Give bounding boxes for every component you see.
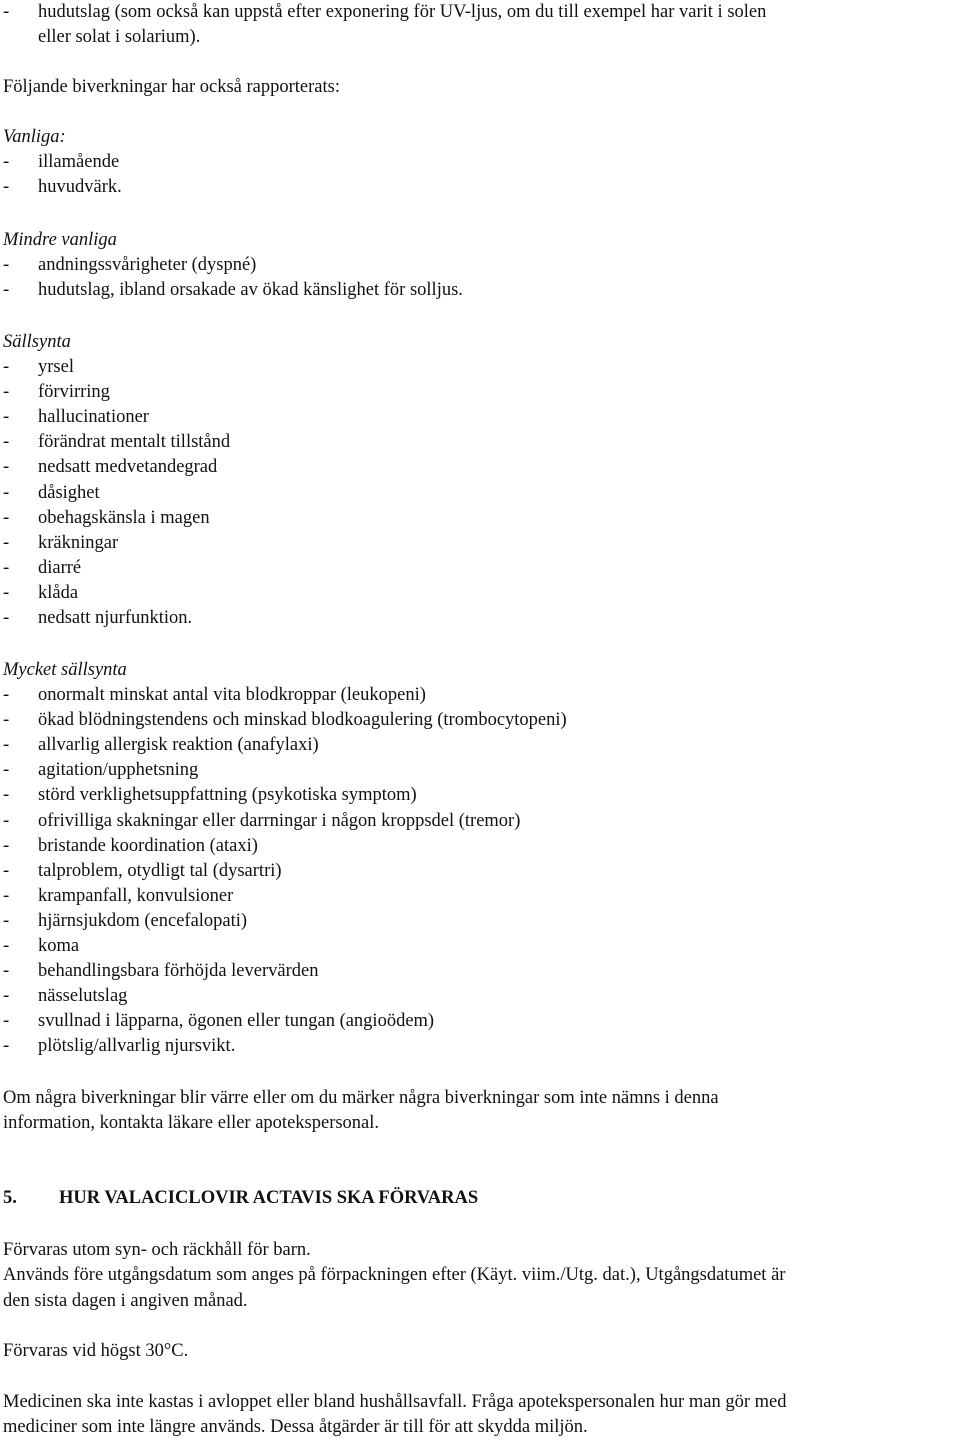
list-item: - kräkningar [3,532,119,553]
frequency-heading-uncommon: Mindre vanliga [3,230,117,250]
list-item: - nedsatt njurfunktion. [3,608,193,628]
list-item: - obehagskänsla i magen [3,507,210,528]
list-item-text: talproblem, otydligt tal (dysartri) [38,860,282,881]
section-title: HUR VALACICLOVIR ACTAVIS SKA FÖRVARAS [59,1188,479,1208]
list-item-text: behandlingsbara förhöjda levervärden [38,961,319,982]
temperature-line: Förvaras vid högst 30°C. [3,1341,189,1361]
list-item: - yrsel [3,357,74,377]
advice-line: information, kontakta läkare eller apotekspersonal. [3,1113,380,1133]
list-item: - illamående [3,152,120,172]
list-item: - diarré [3,557,82,578]
list-item-text: förvirring [38,382,110,403]
disposal-line: Medicinen ska inte kastas i avloppet eller bland hushållsavfall. Fråga apotekspersonalen hur man gör med [3,1392,787,1412]
expiry-line: Används före utgångsdatum som anges på förpackningen efter (Käyt. viim./Utg. dat.), Utgångsdatumet är [3,1265,786,1285]
list-item: - nässelutslag [3,986,128,1007]
list-item-text: huvudvärk. [38,177,122,197]
list-item-text: andningssvårigheter (dyspné) [38,255,257,275]
list-item-text: hudutslag, ibland orsakade av ökad känslighet för solljus. [38,280,463,300]
list-item: - störd verklighetsuppfattning (psykotiska symptom) [3,785,417,806]
list-item: - plötslig/allvarlig njursvikt. [3,1036,236,1057]
list-item: - allvarlig allergisk reaktion (anafylaxi) [3,735,319,756]
list-item-text: förändrat mentalt tillstånd [38,432,231,453]
reported-heading: Följande biverkningar har också rapporterats: [3,77,340,97]
list-item-text: nedsatt njurfunktion. [38,608,193,628]
list-item-continuation: eller solat i solarium). [38,27,201,47]
frequency-heading-common: Vanliga: [3,127,66,147]
list-item-text: koma [38,936,80,956]
list-item-text: störd verklighetsuppfattning (psykotiska symptom) [38,785,417,806]
list-item: - behandlingsbara förhöjda levervärden [3,961,319,982]
list-item: - hjärnsjukdom (encefalopati) [3,910,248,931]
list-item-text: plötslig/allvarlig njursvikt. [38,1036,236,1057]
list-item: - svullnad i läpparna, ögonen eller tungan (angioödem) [3,1011,435,1032]
list-item-text: klåda [38,582,79,603]
list-item: - krampanfall, konvulsioner [3,885,234,906]
list-item: - onormalt minskat antal vita blodkroppar (leukopeni) [3,685,426,705]
list-item-text: ökad blödningstendens och minskad blodkoagulering (trombocytopeni) [38,710,567,731]
list-item: - bristande koordination (ataxi) [3,835,258,856]
list-item: - talproblem, otydligt tal (dysartri) [3,860,282,881]
list-item-text: svullnad i läpparna, ögonen eller tungan (angioödem) [38,1011,435,1032]
list-item: - ökad blödningstendens och minskad blodkoagulering (trombocytopeni) [3,710,567,731]
list-item-text: bristande koordination (ataxi) [38,835,258,856]
list-item: - huvudvärk. [3,177,122,197]
list-item: - nedsatt medvetandegrad [3,457,218,478]
list-item-text: allvarlig allergisk reaktion (anafylaxi) [38,735,319,756]
list-item: - hudutslag (som också kan uppstå efter exponering för UV-ljus, om du till exempel har varit i solen [3,2,767,22]
list-item: - klåda [3,582,79,603]
list-item-text: diarré [38,557,82,578]
list-item-text: hudutslag (som också kan uppstå efter exponering för UV-ljus, om du till exempel har varit i solen [38,2,767,22]
list-item: - förvirring [3,382,110,403]
section-number: 5. [3,1188,17,1208]
list-item-text: onormalt minskat antal vita blodkroppar (leukopeni) [38,685,426,705]
list-item: - koma [3,936,80,956]
list-item-text: krampanfall, konvulsioner [38,885,234,906]
list-item: - ofrivilliga skakningar eller darrningar i någon kroppsdel (tremor) [3,810,521,831]
list-item-text: nässelutslag [38,986,128,1007]
list-item-text: hjärnsjukdom (encefalopati) [38,910,248,931]
advice-line: Om några biverkningar blir värre eller om du märker några biverkningar som inte nämns i denna [3,1088,719,1108]
list-item: - dåsighet [3,482,100,503]
storage-line: Förvaras utom syn- och räckhåll för barn. [3,1240,311,1260]
list-item: - förändrat mentalt tillstånd [3,432,231,453]
list-item-text: obehagskänsla i magen [38,507,210,528]
expiry-line: den sista dagen i angiven månad. [3,1291,248,1311]
disposal-line: mediciner som inte längre används. Dessa åtgärder är till för att skydda miljön. [3,1417,588,1437]
list-item-text: ofrivilliga skakningar eller darrningar i någon kroppsdel (tremor) [38,810,521,831]
frequency-heading-very-rare: Mycket sällsynta [3,660,127,680]
list-item-text: hallucinationer [38,407,149,428]
list-item: - hallucinationer [3,407,149,428]
section-heading [3,1186,478,1211]
list-item-text: kräkningar [38,532,119,553]
list-item-text: nedsatt medvetandegrad [38,457,218,478]
list-item-text: yrsel [38,357,74,377]
list-item: - hudutslag, ibland orsakade av ökad känslighet för solljus. [3,280,463,300]
list-item-text: illamående [38,152,120,172]
list-item: - agitation/upphetsning [3,760,199,781]
list-item-text: dåsighet [38,482,100,503]
list-item: - andningssvårigheter (dyspné) [3,255,257,275]
frequency-heading-rare: Sällsynta [3,332,71,352]
list-item-text: agitation/upphetsning [38,760,199,781]
